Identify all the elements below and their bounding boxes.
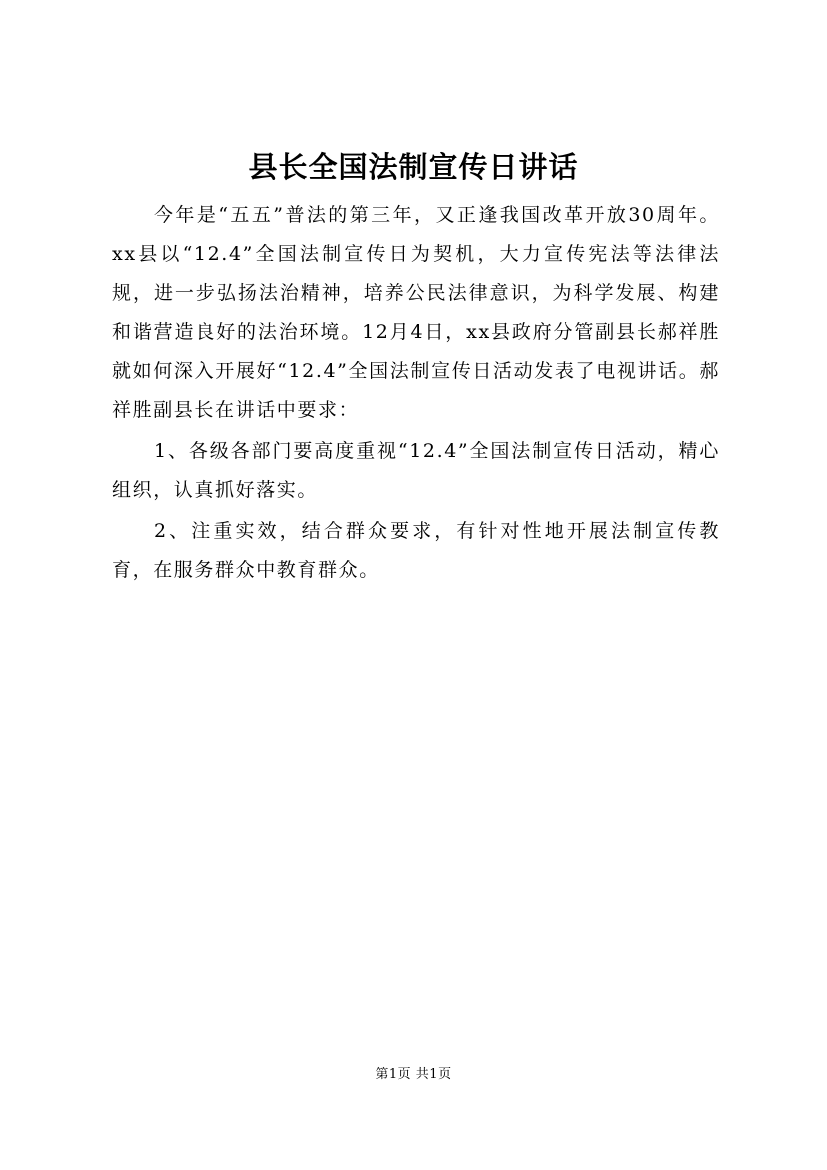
page-footer: 第1页 共1页: [375, 1067, 452, 1082]
paragraph-point-2: 2、注重实效，结合群众要求，有针对性地开展法制宣传教育，在服务群众中教育群众。: [112, 520, 720, 581]
paragraph-intro: 今年是“五五”普法的第三年，又正逢我国改革开放30周年。xx县以“12.4”全国法制宣传日为契机，大力宣传宪法等法律法规，进一步弘扬法治精神，培养公民法律意识，为科学发展、构建和谐营造良好的法治环境。12月4日，xx县政府分管副县长郝祥胜就如何深入开展好“12.4”全国法制宣传日活动发表了电视讲话。郝祥胜副县长在讲话中要求：: [112, 204, 720, 421]
document-body: [112, 196, 720, 590]
document-title: 县长全国法制宣传日讲话: [248, 150, 579, 184]
paragraph-point-1: 1、各级各部门要高度重视“12.4”全国法制宣传日活动，精心组织，认真抓好落实。: [112, 440, 720, 501]
